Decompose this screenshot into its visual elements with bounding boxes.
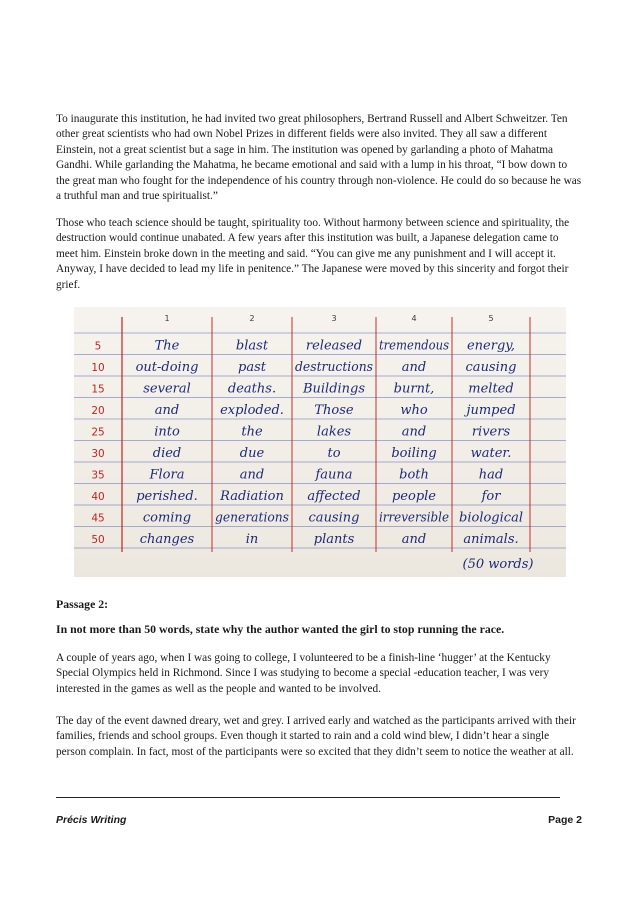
handwritten-word: both [399,467,429,483]
footer-divider [56,797,560,798]
footer-title: Précis Writing [56,814,127,826]
handwritten-word: biological [459,510,523,526]
word-count-number: 5 [94,340,102,353]
handwritten-word: Those [314,403,354,418]
column-number: 3 [331,314,337,323]
handwritten-word: had [478,467,504,483]
word-count-sheet [74,307,566,577]
handwritten-word: Buildings [302,381,366,397]
word-count-number: 30 [91,448,105,460]
handwritten-word: boiling [391,446,437,461]
handwritten-word: and [239,467,265,483]
handwritten-word: irreversible [379,510,450,526]
handwritten-word: deaths. [227,381,277,397]
word-count-number: 20 [91,405,105,417]
handwritten-word: causing [465,360,517,375]
handwritten-word: changes [139,532,195,547]
handwritten-word: generations [215,510,290,526]
column-number: 2 [249,314,255,323]
handwritten-word: causing [308,510,360,526]
handwritten-word: energy, [466,338,516,354]
handwritten-word: the [241,424,263,440]
handwritten-word: jumped [466,403,516,418]
handwritten-word: due [239,446,265,461]
word-count-number: 15 [91,383,105,396]
paragraph-special-olympics: A couple of years ago, when I was going to college, I volunteered to be a finish-line ‘hugger’ at the Kentucky Special Olympics held in Richmond. Since I was studying to become a special -education teacher, I was very interested in the games as well as the people and wanted to be involved. [56,652,551,695]
column-number: 4 [411,314,417,323]
word-total: (50 words) [462,557,534,572]
handwritten-word: into [154,424,180,440]
page-number: Page 2 [548,814,582,826]
column-number: 1 [164,314,170,323]
handwritten-word: destructions [295,360,374,375]
handwritten-word: affected [307,489,361,504]
handwritten-word: people [391,489,437,504]
handwritten-word: released [305,338,363,354]
word-count-number: 25 [91,426,105,439]
handwritten-word: melted [468,381,514,397]
handwritten-word: tremendous [379,338,450,354]
handwritten-word: coming [142,510,192,526]
handwritten-word: fauna [315,467,353,483]
handwritten-word: in [245,532,259,547]
handwritten-word: The [154,338,180,354]
handwritten-word-count-photo [74,307,566,577]
handwritten-word: Radiation [220,489,284,504]
paragraph-science-spirituality: Those who teach science should be taught, spirituality too. Without harmony between science and spirituality, the destruction would continue unabated. A few years after this institution was built, a Japanese delegation came to meet him. Einstein broke down in the meeting and said. “You can give me any punishment and I will accept it. Anyway, I have decided to lead my life in penitence.” The Japanese were moved by this sincerity and forgot their grief. [56,217,570,291]
handwritten-word: and [401,424,427,440]
handwritten-word: out-doing [135,360,199,375]
handwritten-word: for [481,489,501,504]
handwritten-word: plants [313,532,355,547]
handwritten-word: past [238,360,266,375]
handwritten-word: blast [235,338,269,354]
handwritten-word: Flora [149,467,185,483]
handwritten-word: to [327,446,341,461]
handwritten-word: exploded. [220,403,284,418]
handwritten-word: several [143,381,191,397]
handwritten-word: lakes [316,424,352,440]
word-count-number: 40 [91,491,105,503]
handwritten-word: and [401,360,427,375]
handwritten-word: who [400,403,428,418]
passage-title: Passage 2: [56,597,109,611]
passage-question: In not more than 50 words, state why the author wanted the girl to stop running the race. [56,622,505,636]
handwritten-word: perished. [136,489,198,504]
column-number: 5 [488,314,494,323]
handwritten-word: and [401,532,427,547]
handwritten-word: rivers [471,424,511,440]
word-count-number: 45 [91,512,105,525]
word-count-number: 50 [91,534,105,546]
handwritten-word: burnt, [393,381,435,397]
word-count-number: 35 [91,469,105,482]
paragraph-event-day: The day of the event dawned dreary, wet and grey. I arrived early and watched as the participants arrived with their families, friends and school groups. Even though it started to rain and a cold wind blew, I didn’t hear a single person complain. In fact, most of the participants were so excited that they didn’t seem to notice the weather at all. [56,715,576,758]
handwritten-word: died [152,446,182,461]
handwritten-word: animals. [463,532,519,547]
handwritten-word: water. [470,446,512,461]
handwritten-word: and [154,403,180,418]
paragraph-einstein-institution: To inaugurate this institution, he had invited two great philosophers, Bertrand Russell and Albert Schweitzer. Ten other great scientists who had own Nobel Prizes in different fields were also invited. They all saw a different Einstein, not a great scientist but a sage in him. The institution was opened by garlanding a photo of Mahatma Gandhi. While garlanding the Mahatma, he became emotional and said with a lump in his throat, “I bow down to the great man who fought for the independence of his country through non-violence. He could do so because he was a truthful man and true spiritualist.” [56,113,582,203]
word-count-number: 10 [91,362,105,374]
